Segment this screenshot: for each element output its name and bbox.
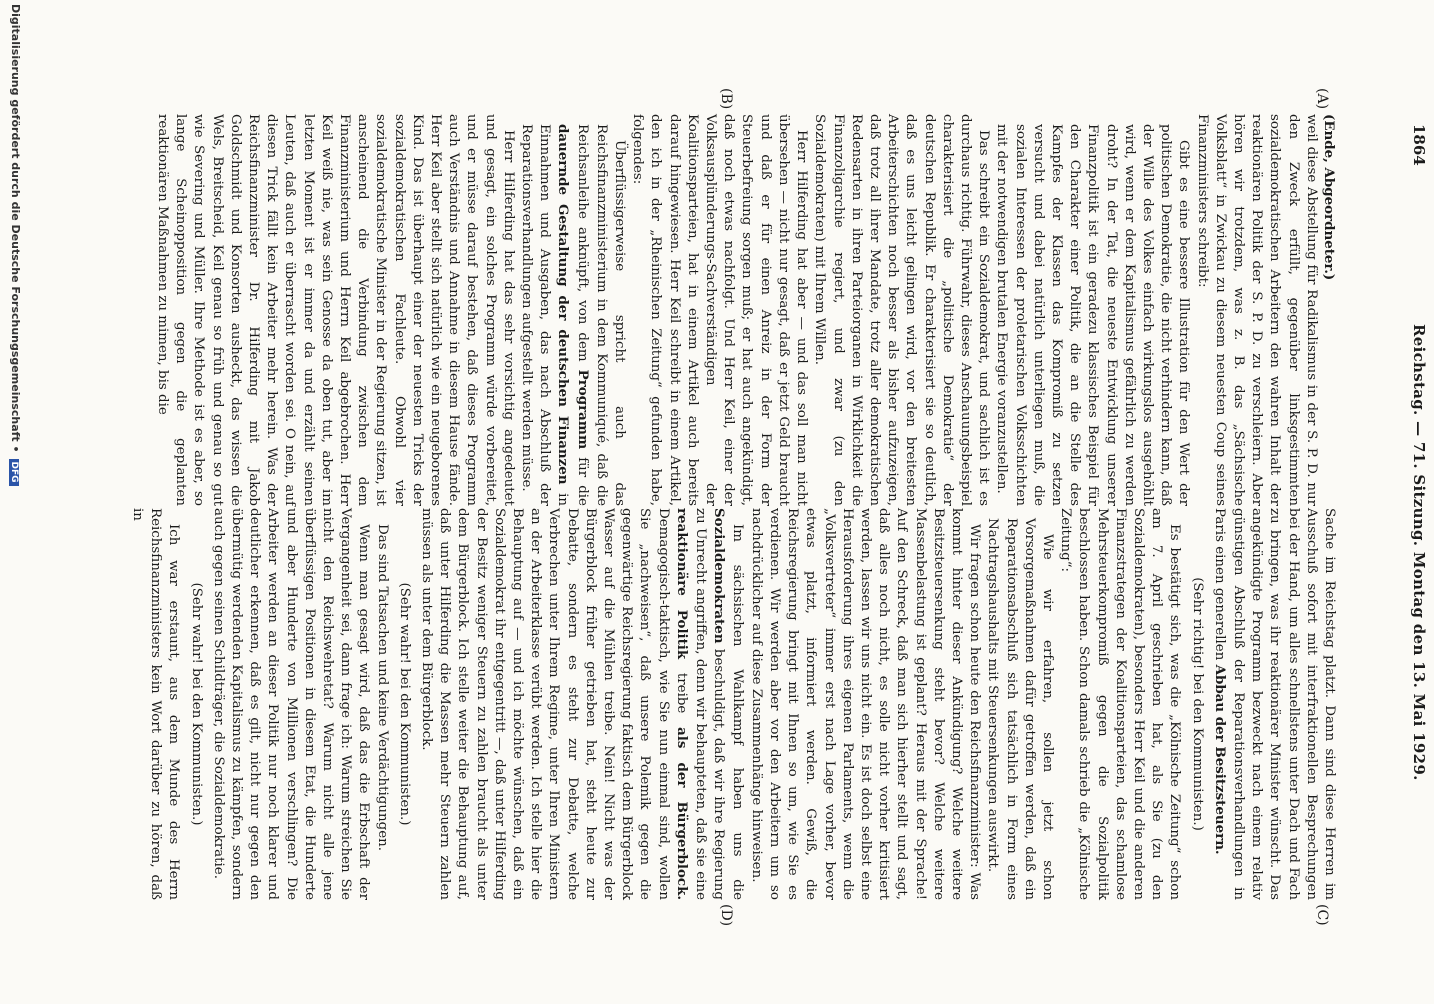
quote-paragraph: Überflüssigerweise spricht auch das Reichsfinanzministerium in dem Kommuniqué, daß die Reichsanleihe anknüpft, von dem Programm für die dauernde Gestaltung der deutschen Finanzen in Einnahmen und Ausgaben, das nach Abschluß der Reparationsverhandlungen aufgestellt werden müsse. (519, 124, 628, 506)
interjection: (Sehr wahr! bei den Kommunisten.) (396, 582, 412, 826)
paragraph: Im sächsischen Wahlkampf haben uns die Sozialdemokraten beschuldigt, daß wir ihre Regierung zu Unrecht angriffen, denn wir behaupteten, daß sie eine reaktionäre Politik treibe als der Bürgerblock. Demagogisch-taktisch, wie Sie nun einmal sind, wollen Sie „nachweisen“, daß unsere Polemik gegen die gegenwärtige Reichsregierung faktisch dem Bürgerblock Wasser auf die Mühlen treibe. Nein! Nicht was der Bürgerblock früher getrieben hat, steht heute zur Debatte, sondern es steht zur Debatte, welche Verbrechen unter Ihrem Regime, unter Ihren Ministern an der Arbeiterklasse verübt werden. Ich stelle hier die Behauptung auf — und ich möchte wünschen, daß ein Sozialdemokrat ihr entgegentritt —, daß unter Hilferding der Besitz weniger Steuern zu zahlen braucht als unter dem Bürgerblock. Ich stelle weiter die Behauptung auf, daß unter Hilferding die Massen mehr Steuern zahlen müssen als unter dem Bürgerblock. (419, 508, 746, 901)
paragraph: Sache im Reichstag platzt. Dann sind diese Herren im Ausschuß sofort mit interfraktionellen Besprechungen bei der Hand, um alles schnellstens unter Dach und Fach zu bringen, was ihr reaktionärer Minister wünscht. Das angekündigte Programm bezweckt nach einem relativ günstigen Abschluß der Reparationsverhandlungen in Paris einen generellen Abbau der Besitzsteuern. (1211, 508, 1337, 900)
margin-letter-d: (D) (718, 904, 734, 927)
left-column (153, 114, 1338, 506)
digitization-credit (9, 4, 22, 1004)
speaker-label: (Ende, Abgeordneter.) (1321, 114, 1337, 281)
paragraph: Das sind Tatsachen und keine Verdächtigungen. (374, 524, 390, 852)
page-header (1406, 10, 1428, 990)
margin-letter-a: (A) (1314, 88, 1330, 110)
credit-text: Digitalisierung gefördert durch die Deutsche Forschungsgemeinschaft • (9, 4, 22, 453)
paragraph: Wenn man gesagt wird, daß das die Erbschaft der Vergangenheit sei, dann frage ich: Warum streichen Sie nicht den Reichswehretat? Warum nicht alle jene überflüssigen Positionen in diesem Etat, die Hunderte und aber Hunderte von Millionen verschlingen? Die Arbeiter werden an dieser Politik nur noch klarer und deutlicher erkennen, daß es gilt, nicht nur gegen den übermütig werdenden Kapitalismus zu kämpfen, sondern auch gegen seinen Schildträger, die Sozialdemokratie. (210, 508, 372, 900)
interjection: (Sehr richtig! bei den Kommunisten.) (1189, 577, 1205, 831)
paragraph: Ich war erstaunt, aus dem Munde des Herrn Reichsfinanzministers kein Wort darüber zu hören, daß in (130, 508, 182, 900)
paragraph: weil diese Abstellung für Radikalismus in der S. P. D. nur den Zweck erfüllt, gegenüber linksgestimmten sozialdemokratischen Arbeitern den wahren Inhalt der reaktionären Politik der S. P. D. zu verschleiern. Aber hören wir trotzdem, was z. B. das „Sächsische Volksblatt“ in Zwickau zu diesem neuesten Coup seines Finanzministers schreibt: (1194, 114, 1319, 506)
session-title: Reichstag. — 71. Sitzung. Montag den 13. Mai 1929. (1410, 324, 1428, 781)
quote-paragraph: Gibt es eine bessere Illustration für den Wert der politischen Demokratie, die nicht verhindern kann, daß der Wille des Volkes einfach wirkungslos ausgehöhlt wird, wenn er dem Kapitalismus gefährlich zu werden droht? In der Tat, die neueste Entwicklung unserer Finanzpolitik ist ein geradezu klassisches Beispiel für den Charakter einer Politik, die an die Stelle des Kampfes der Klassen das Kompromiß zu setzen versucht und dabei natürlich unterliegen muß, die sozialen Interessen der proletarischen Volksschichten mit der notwendigen brutalen Energie voranzustellen. (994, 124, 1192, 506)
paragraph: Herr Hilferding hat aber — und das soll man nicht übersehen — nicht nur gesagt, daß er jetzt Geld braucht und daß er für einen Anreiz in der Form der Steuerbefreiung sorgen muß; er hat auch angekündigt, daß noch etwas nachfolgt. Und Herr Keil, einer der Volksausplünderungs-Sachverständigen der Koalitionsparteien, hat in einem Artikel auch bereits darauf hingewiesen. Herr Keil schreibt in einem Artikel, den ich in der „Rheinischen Zeitung“ gefunden habe, folgendes: (630, 114, 810, 506)
margin-letter-c: (C) (1314, 904, 1330, 926)
paragraph: Das schreibt ein Sozialdemokrat, und sachlich ist es durchaus richtig. Führwahr, dieses Anschauungsbeispiel charakterisiert die „politische Demokratie“ der deutschen Republik. Er charakterisiert sie so deutlich, daß es uns leicht gelingen wird, vor den breitesten Arbeiterschichten noch besser als bisher aufzuzeigen, daß trotz all ihrer Mandate, trotz aller demokratischen Redensarten in ihren Parteiorganen in Wirklichkeit die Finanzoligarchie regiert, und zwar (zu den Sozialdemokraten) mit Ihrem Willen. (812, 114, 992, 506)
paragraph: Herr Hilferding hat das sehr vorsichtig angedeutet und gesagt, ein solches Programm würde vorbereitet, und er müsse darauf bestehen, daß dieses Programm auch Verständnis und Annahme in diesem Hause fände. Herr Keil aber stellt sich natürlich wie ein neugeborenes Kind. Das ist überhaupt einer der neuesten Tricks der sozialdemokratischen Fachleute. Obwohl vier sozialdemokratische Minister in der Regierung sitzen, ist anscheinend die Verbindung zwischen dem Finanzministerium und Herrn Keil abgebrochen. Herr Keil weiß nie, was sein Genosse da oben tut, aber im letzten Moment ist er immer da und erzählt seinen Leuten, daß auch er überrascht worden sei. O nein, auf diesen Trick fällt kein Arbeiter mehr herein. Was der Reichsfinanzminister Dr. Hilferding mit Jakob Goldschmidt und Konsorten ausheckt, das wissen die Wels, Breitscheid, Keil genau so früh und genau so gut wie Severing und Müller. Ihre Methode ist es aber, so lange Scheinopposition gegen die geplanten reaktionären Maßnahmen zu mimen, bis die (155, 114, 516, 506)
paragraph: Wir fragen schon heute den Reichsfinanzminister: Was kommt hinter dieser Ankündigung? Welche weitere Besitzsteuersenkung steht bevor? Welche weitere Massenbelastung ist geplant? Heraus mit der Sprache! Auf den Schreck, daß man sich hierher stellt und sagt, daß alles noch nicht, es solle nicht vorher kritisiert werden, lassen wir uns nicht ein. Es ist doch selbst eine Herausforderung ihres eigenen Parlaments, wenn die „Volksvertreter“ immer erst nach Lage vorher, bevor etwas platzt, informiert werden. Gewiß, die Reichsregierung bringt mit Ihnen so um, wie Sie es verdienen. Wir werden aber vor den Arbeitern um so nachdrücklicher auf diese Zusammenhänge hinweisen. (748, 508, 983, 900)
margin-letter-b: (B) (718, 88, 734, 110)
paragraph: Es bestätigt sich, was die „Kölnische Zeitung“ schon am 7. April geschrieben hat, als Sie (zu den Sozialdemokraten), besonders Herr Keil und die anderen Finanzstrategen der Koalitionsparteien, das schamlose Mehrsteuerkompromiß gegen die Sozialpolitik beschlossen haben. Schon damals schrieb die „Kölnische Zeitung“: (1058, 508, 1183, 900)
quote-paragraph: Wie wir erfahren, sollen jetzt schon Vorsorgemaßnahmen dafür getroffen werden, daß ein Reparationsabschluß sich tatsächlich in Form eines Nachtragshaushalts mit Steuersenkungen auswirkt. (985, 518, 1055, 900)
interjection: (Sehr wahr! bei den Kommunisten.) (188, 582, 204, 826)
dfg-logo: DFG (9, 459, 19, 486)
page-number: 1864 (1410, 124, 1428, 166)
right-column (128, 508, 1338, 900)
